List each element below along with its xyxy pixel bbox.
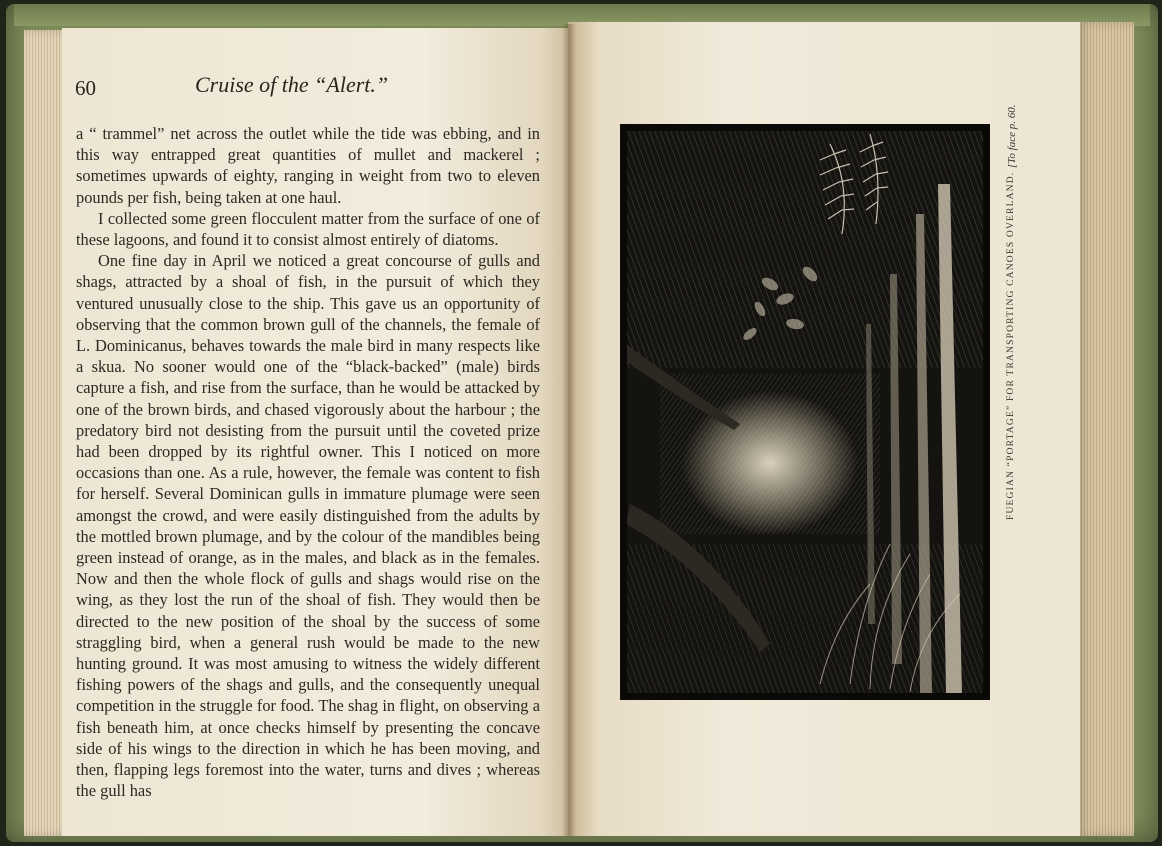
forest-engraving-image (620, 124, 990, 700)
paragraph: I collected some green flocculent matter from the surface of one of these lagoons, and found it to consist almost entirely of diatoms. (76, 208, 540, 250)
running-title: Cruise of the “Alert.” (195, 72, 389, 97)
book-gutter (562, 24, 576, 836)
right-page-edges (1076, 22, 1134, 836)
plate-caption: FUEGIAN “PORTAGE” FOR TRANSPORTING CANOES OVERLAND. (1006, 171, 1016, 520)
plate-page-reference: [To face p. 60. (1006, 104, 1018, 168)
engraving-plate (620, 124, 990, 700)
paragraph: a “ trammel” net across the outlet while the tide was ebbing, and in this way entrapped great quantities of mullet and mackerel ; sometimes upwards of eighty, ranging in weight from two to eleven pounds per fish, being taken at one haul. (76, 124, 540, 207)
page-number: 60 (75, 76, 96, 100)
paragraph: One fine day in April we noticed a great concourse of gulls and shags, attracted by a shoal of fish, in the pursuit of which they ventured unusually close to the ship. This gave us an opportunity of observing that the common brown gull of the channels, the female of L. Dominicanus, behaves towards the male bird in many respects like a skua. No sooner would one of the “black-backed” (male) birds capture a fish, and rise from the surface, than he would be attacked by one of the brown birds, and chased vigorously about the harbour ; the predatory bird not desisting from the pursuit until the coveted prize had been dropped by its rightful owner. This I noticed on more occasions than one. As a rule, however, the female was content to fish for herself. Several Dominican gulls in immature plumage were seen amongst the crowd, and were easily distinguished from the adults by the mottled brown plumage, and by the colour of the mandibles being green instead of orange, as in the males, and black as in the females. Now and then the whole flock of gulls and shags would rise on the wing, as they lost the run of the shoal of fish. They would then be directed to the new position of the shoal by the success of some straggling bird, when a general rush would be made to the new hunting ground. It was most amusing to witness the widely different fishing powers of the shags and gulls, and the consequently unequal competition in the struggle for food. The shag in flight, on observing a fish beneath him, at once checks himself by presenting the concave side of his wings to the direction in which he has been moving, and then, flapping legs foremost into the water, turns and dives ; whereas the gull has (76, 251, 540, 801)
page-header (75, 68, 535, 104)
body-text (76, 123, 540, 802)
